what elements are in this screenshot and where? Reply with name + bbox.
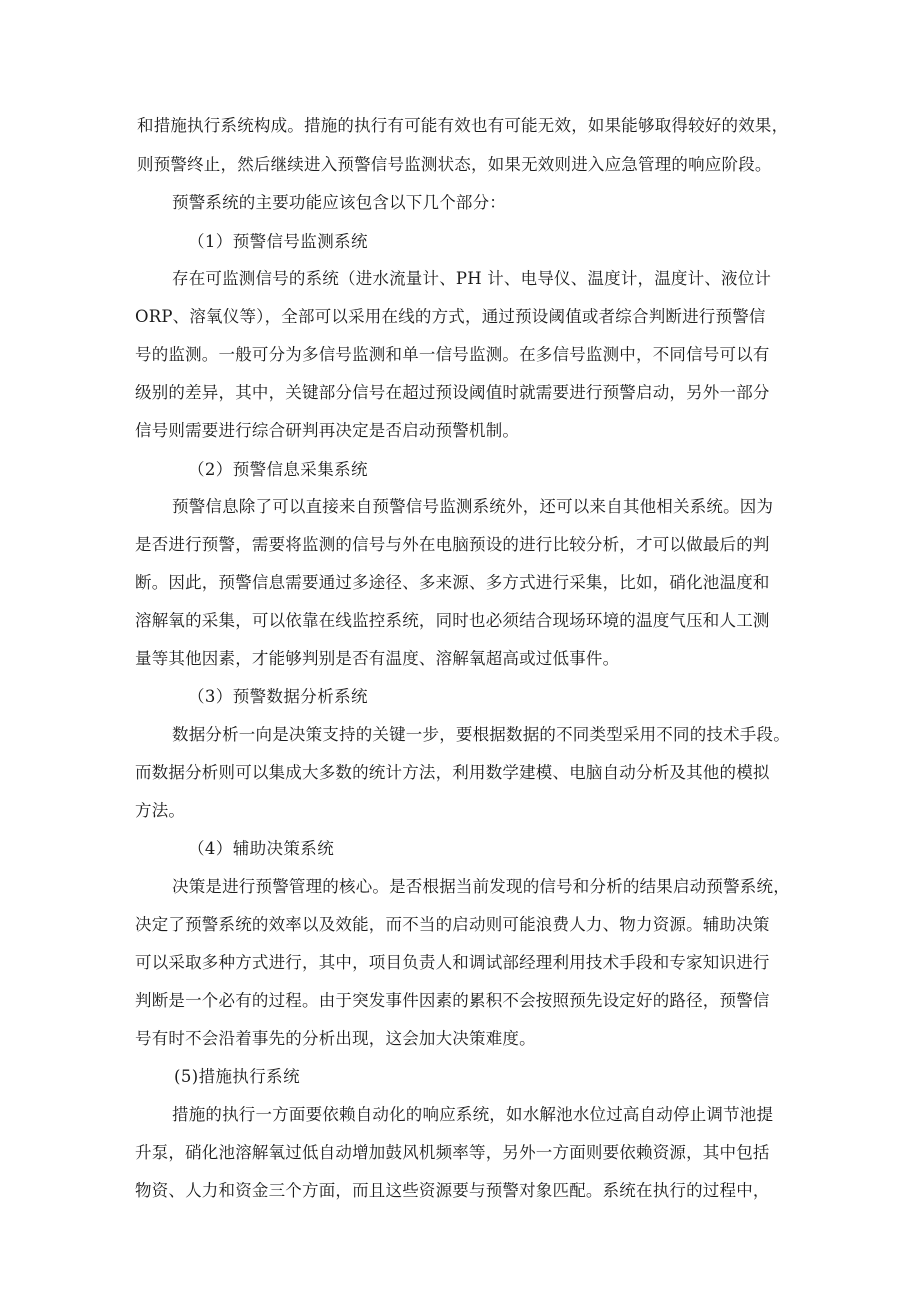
paragraph-5-line-3: 物资、人力和资金三个方面，而且这些资源要与预警对象匹配。系统在执行的过程中，: [135, 1181, 770, 1200]
paragraph-3-line-1: 数据分析一向是决策支持的关键一步，要根据数据的不同类型采用不同的技术手段。: [172, 725, 790, 744]
paragraph-5-line-1: 措施的执行一方面要依赖自动化的响应系统，如水解池水位过高自动停止调节池提: [172, 1105, 774, 1124]
paragraph-4-line-5: 号有时不会沿着事先的分析出现，这会加大决策难度。: [135, 1029, 536, 1048]
paragraph-2-line-5: 量等其他因素，才能够判别是否有温度、溶解氧超高或过低事件。: [135, 649, 620, 668]
paragraph-3-line-3: 方法。: [135, 801, 186, 820]
section-heading-5: (5)措施执行系统: [174, 1067, 300, 1086]
paragraph-2-line-1: 预警信息除了可以直接来自预警信号监测系统外，还可以来自其他相关系统。因为: [172, 497, 774, 516]
paragraph-2-line-3: 断。因此，预警信息需要通过多途径、多来源、多方式进行采集，比如，硝化池温度和: [135, 573, 770, 592]
paragraph-1-line-4: 级别的差异，其中，关键部分信号在超过预设阈值时就需要进行预警启动，另外一部分: [135, 383, 770, 402]
paragraph-4-line-3: 可以采取多种方式进行，其中，项目负责人和调试部经理利用技术手段和专家知识进行: [135, 953, 770, 972]
paragraph-intro-line-2: 则预警终止，然后继续进入预警信号监测状态，如果无效则进入应急管理的响应阶段。: [137, 155, 772, 174]
paragraph-functions: 预警系统的主要功能应该包含以下几个部分：: [172, 193, 506, 212]
paragraph-4-line-2: 决定了预警系统的效率以及效能，而不当的启动则可能浪费人力、物力资源。辅助决策: [135, 915, 770, 934]
paragraph-1-line-5: 信号则需要进行综合研判再决定是否启动预警机制。: [135, 421, 520, 440]
paragraph-5-line-2: 升泵，硝化池溶解氧过低自动增加鼓风机频率等，另外一方面则要依赖资源，其中包括: [135, 1143, 770, 1162]
paragraph-4-line-1: 决策是进行预警管理的核心。是否根据当前发现的信号和分析的结果启动预警系统，: [172, 877, 790, 896]
section-heading-3: （3）预警数据分析系统: [188, 687, 368, 706]
section-heading-4: （4）辅助决策系统: [188, 839, 335, 858]
paragraph-2-line-2: 是否进行预警，需要将监测的信号与外在电脑预设的进行比较分析，才可以做最后的判: [135, 535, 770, 554]
paragraph-3-line-2: 而数据分析则可以集成大多数的统计方法，利用数学建模、电脑自动分析及其他的模拟: [135, 763, 770, 782]
section-heading-2: （2）预警信息采集系统: [188, 460, 368, 479]
paragraph-1-line-2: ORP、溶氧仪等），全部可以采用在线的方式，通过预设阈值或者综合判断进行预警信: [135, 307, 766, 326]
paragraph-4-line-4: 判断是一个必有的过程。由于突发事件因素的累积不会按照预先设定好的路径，预警信: [135, 991, 770, 1010]
paragraph-1-line-1: 存在可监测信号的系统（进水流量计、PH 计、电导仪、温度计，温度计、液位计: [172, 269, 772, 288]
paragraph-intro-line-1: 和措施执行系统构成。措施的执行有可能有效也有可能无效，如果能够取得较好的效果，: [137, 116, 789, 135]
section-heading-1: （1）预警信号监测系统: [188, 232, 368, 251]
paragraph-1-line-3: 号的监测。一般可分为多信号监测和单一信号监测。在多信号监测中，不同信号可以有: [135, 345, 770, 364]
paragraph-2-line-4: 溶解氧的采集，可以依靠在线监控系统，同时也必须结合现场环境的温度气压和人工测: [135, 611, 770, 630]
